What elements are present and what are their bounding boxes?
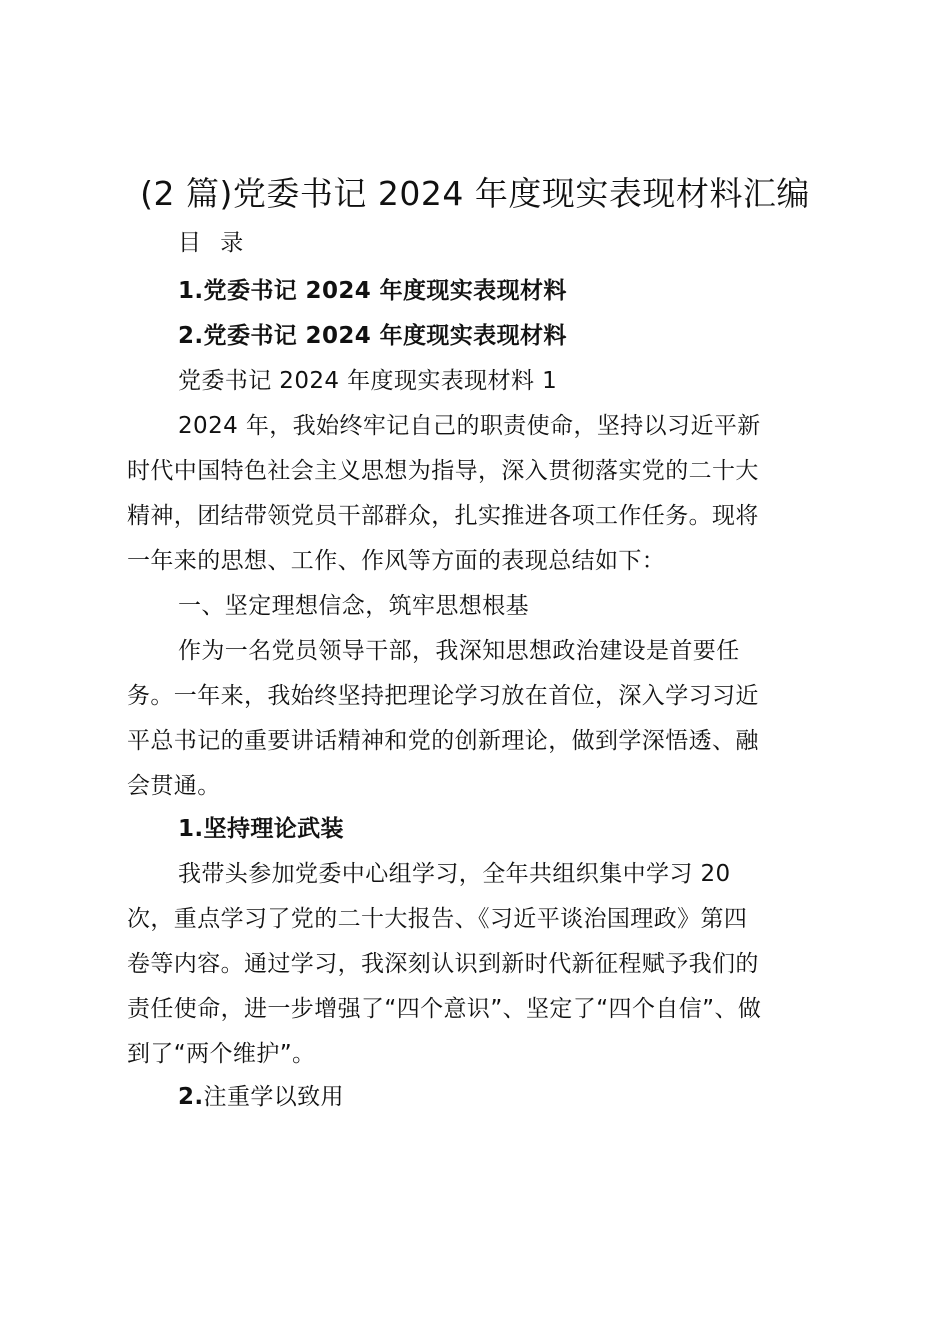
subheading-2 <box>178 1080 344 1114</box>
paragraph-1-line-2: 时代中国特色社会主义思想为指导，深入贯彻落实党的二十大 <box>127 458 759 484</box>
paragraph-2-line-4: 会贯通。 <box>127 773 221 799</box>
paragraph-1-line-3: 精神，团结带领党员干部群众，扎实推进各项工作任务。现将 <box>127 503 759 529</box>
paragraph-3-line-2: 次，重点学习了党的二十大报告、《习近平谈治国理政》第四 <box>127 906 748 932</box>
paragraph-3-line-5: 到了“两个维护”。 <box>127 1041 316 1067</box>
paragraph-2-line-3: 平总书记的重要讲话精神和党的创新理论，做到学深悟透、融 <box>127 728 759 754</box>
toc-label: 目 录 <box>178 230 250 256</box>
paragraph-1-line-1: 2024 年，我始终牢记自己的职责使命，坚持以习近平新 <box>178 413 761 439</box>
paragraph-1-line-4: 一年来的思想、工作、作风等方面的表现总结如下： <box>127 548 666 574</box>
article-title: 党委书记 2024 年度现实表现材料 1 <box>178 368 558 394</box>
paragraph-2-line-2: 务。一年来，我始终坚持把理论学习放在首位，深入学习习近 <box>127 683 759 709</box>
paragraph-3-line-3: 卷等内容。通过学习，我深刻认识到新时代新征程赋予我们的 <box>127 951 759 977</box>
subheading-2-number: 2. <box>178 1084 204 1110</box>
paragraph-2-line-1: 作为一名党员领导干部，我深知思想政治建设是首要任 <box>178 638 740 664</box>
paragraph-3-line-1: 我带头参加党委中心组学习，全年共组织集中学习 20 <box>178 861 731 887</box>
paragraph-3-line-4: 责任使命，进一步增强了“四个意识”、坚定了“四个自信”、做 <box>127 996 762 1022</box>
subheading-2-text: 注重学以致用 <box>203 1084 344 1110</box>
subheading-1: 1.坚持理论武装 <box>178 816 344 842</box>
toc-item-1: 1.党委书记 2024 年度现实表现材料 <box>178 278 567 304</box>
document-title: (2 篇)党委书记 2024 年度现实表现材料汇编 <box>140 174 810 213</box>
section-1-heading: 一、坚定理想信念，筑牢思想根基 <box>178 593 529 619</box>
toc-item-2: 2.党委书记 2024 年度现实表现材料 <box>178 323 567 349</box>
